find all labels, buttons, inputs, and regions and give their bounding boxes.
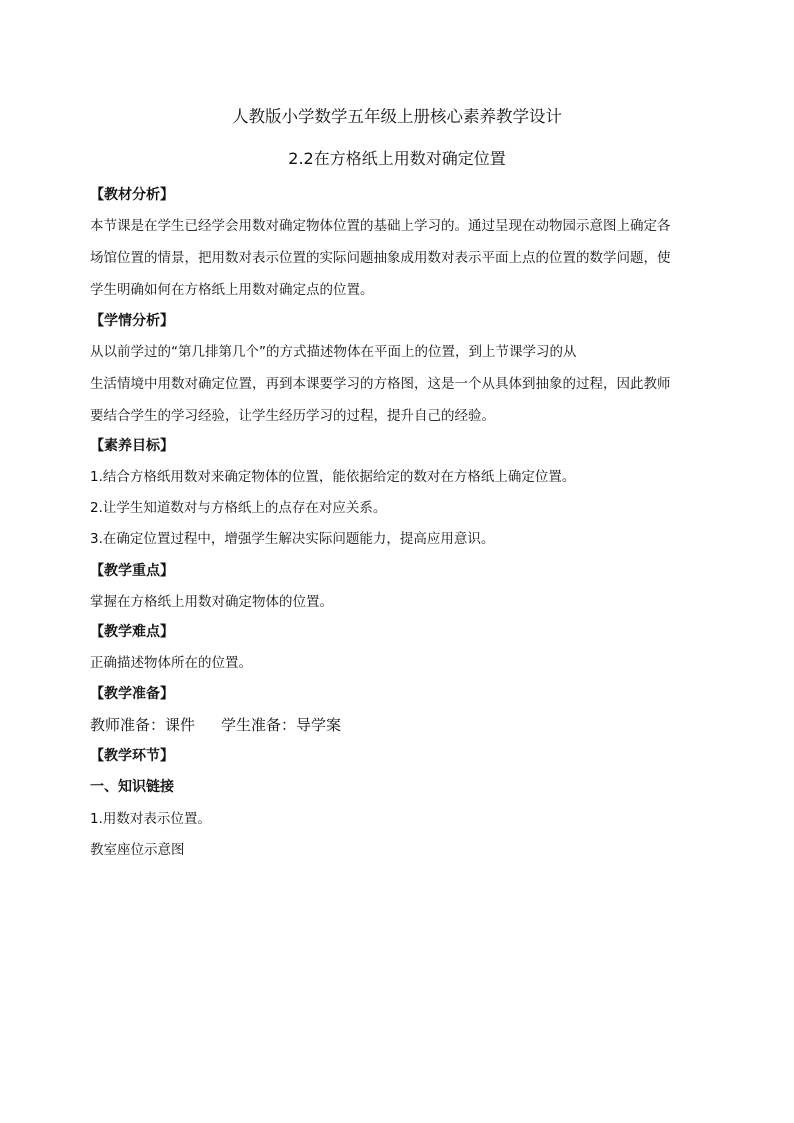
- section-heading-procedure: 【教学环节】: [90, 748, 174, 764]
- difficulties-text: 正确描述物体所在的位置。: [90, 655, 252, 671]
- preparation-line: [90, 715, 341, 735]
- procedure-part1-heading: 一、知识链接: [90, 779, 174, 795]
- student-preparation: 学生准备：导学案: [221, 716, 342, 734]
- procedure-part1-item: 1.用数对表示位置。: [90, 811, 211, 827]
- paragraph-line: 从以前学过的“第几排第几个”的方式描述物体在平面上的位置，到上节课学习的从: [90, 344, 577, 360]
- goal-item: 2.让学生知道数对与方格纸上的点存在对应关系。: [90, 500, 387, 516]
- procedure-part1-caption: 教室座位示意图: [90, 842, 185, 858]
- key-points-text: 掌握在方格纸上用数对确定物体的位置。: [90, 594, 333, 610]
- paragraph-line: 本节课是在学生已经学会用数对确定物体位置的基础上学习的。通过呈现在动物园示意图上确定各: [90, 218, 671, 234]
- goal-item: 1.结合方格纸用数对来确定物体的位置，能依据给定的数对在方格纸上确定位置。: [90, 469, 576, 485]
- goal-item: 3.在确定位置过程中，增强学生解决实际问题能力，提高应用意识。: [90, 531, 495, 547]
- section-heading-key-points: 【教学重点】: [90, 563, 174, 579]
- section-heading-preparation: 【教学准备】: [90, 686, 174, 702]
- paragraph-line: 生活情境中用数对确定位置，再到本课要学习的方格图，这是一个从具体到抽象的过程，因此教师: [90, 376, 671, 392]
- paragraph-line: 要结合学生的学习经验，让学生经历学习的过程，提升自己的经验。: [90, 408, 495, 424]
- section-heading-difficulties: 【教学难点】: [90, 624, 174, 640]
- section-heading-literacy-goals: 【素养目标】: [90, 438, 174, 454]
- document-title: 人教版小学数学五年级上册核心素养教学设计: [232, 107, 562, 126]
- paragraph-line: 场馆位置的情景，把用数对表示位置的实际问题抽象成用数对表示平面上点的位置的数学问题，使: [90, 250, 671, 266]
- section-heading-textbook-analysis: 【教材分析】: [90, 187, 174, 203]
- section-heading-learning-analysis: 【学情分析】: [90, 313, 174, 329]
- teacher-preparation: 教师准备：课件: [90, 716, 196, 734]
- document-subtitle: 2.2在方格纸上用数对确定位置: [288, 149, 506, 168]
- paragraph-line: 学生明确如何在方格纸上用数对确定点的位置。: [90, 282, 374, 298]
